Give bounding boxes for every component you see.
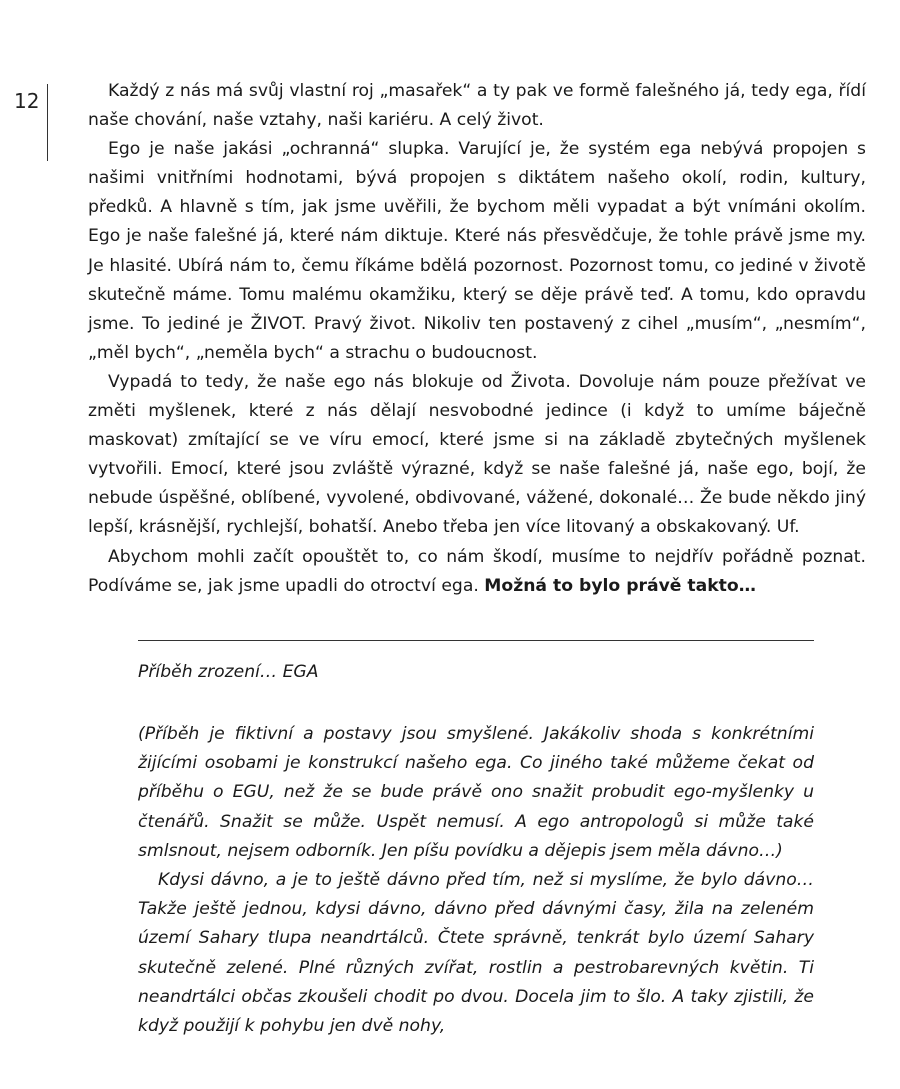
story-title: Příběh zrození… EGA bbox=[138, 662, 319, 682]
paragraph-4-bold: Možná to bylo právě takto… bbox=[484, 575, 756, 596]
margin-rule bbox=[47, 84, 48, 161]
story-text bbox=[138, 720, 814, 1041]
page-number: 12 bbox=[14, 89, 40, 113]
paragraph-3: Vypadá to tedy, že naše ego nás blokuje od Života. Dovoluje nám pouze přežívat ve změti myšlenek, které z nás dělají nesvobodné jedince (i když to umíme báječně maskovat) zmítající se ve víru emocí, které jsme si na základě zbytečných myšlenek vytvořili. Emocí, které jsou zvláště výrazné, když se naše falešné já, naše ego, bojí, že nebude úspěšné, oblíbené, vyvolené, obdivované, vážené, dokonalé… Že bude někdo jiný lepší, krásnější, rychlejší, bohatší. Anebo třeba jen více litovaný a obskakovaný. Uf. bbox=[88, 371, 866, 538]
story-paragraph-2: Kdysi dávno, a je to ještě dávno před tím, než si myslíme, že bylo dávno… Takže ještě jednou, kdysi dávno, dávno před dávnými časy, žila na zeleném území Sahary tlupa neandrtálců. Čtete správně, tenkrát bylo území Sahary skutečně zelené. Plné různých zvířat, rostlin a pestrobarevných květin. Ti neandrtálci občas zkoušeli chodit po dvou. Docela jim to šlo. A taky zjistili, že když použijí k pohybu jen dvě nohy, bbox=[138, 870, 814, 1037]
section-divider bbox=[138, 640, 814, 641]
paragraph-4-text: Abychom mohli začít opouštět to, co nám škodí, musíme to nejdřív pořádně poznat. Podíváme se, jak jsme upadli do otroctví ega. bbox=[88, 546, 866, 596]
paragraph-2: Ego je naše jakási „ochranná“ slupka. Varující je, že systém ega nebývá propojen s našimi vnitřními hodnotami, bývá propojen s diktátem našeho okolí, rodin, kultury, předků. A hlavně s tím, jak jsme uvěřili, že bychom měli vypadat a být vnímáni okolím. Ego je naše falešné já, které nám diktuje. Které nás přesvědčuje, že tohle právě jsme my. Je hlasité. Ubírá nám to, čemu říkáme bdělá pozornost. Pozornost tomu, co jediné v životě skutečně máme. Tomu malému okamžiku, který se děje právě teď. A tomu, kdo opravdu jsme. To jediné je ŽIVOT. Pravý život. Nikoliv ten postavený z cihel „musím“, „nesmím“, „měl bych“, „neměla bych“ a strachu o budoucnost. bbox=[88, 139, 866, 363]
paragraph-4 bbox=[88, 543, 866, 601]
main-text bbox=[88, 77, 866, 601]
story-paragraph-1: (Příběh je fiktivní a postavy jsou smyšlené. Jakákoliv shoda s konkrétními žijícími osobami je konstrukcí našeho ega. Co jiného také můžeme čekat od příběhu o EGU, než že se bude právě ono snažit probudit ego-myšlenky u čtenářů. Snažit se může. Uspět nemusí. A ego antropologů si může také smlsnout, nejsem odborník. Jen píšu povídku a dějepis jsem měla dávno…) bbox=[138, 724, 814, 861]
paragraph-1: Každý z nás má svůj vlastní roj „masařek“ a ty pak ve formě falešného já, tedy ega, řídí naše chování, naše vztahy, naši kariéru. A celý život. bbox=[88, 81, 866, 131]
